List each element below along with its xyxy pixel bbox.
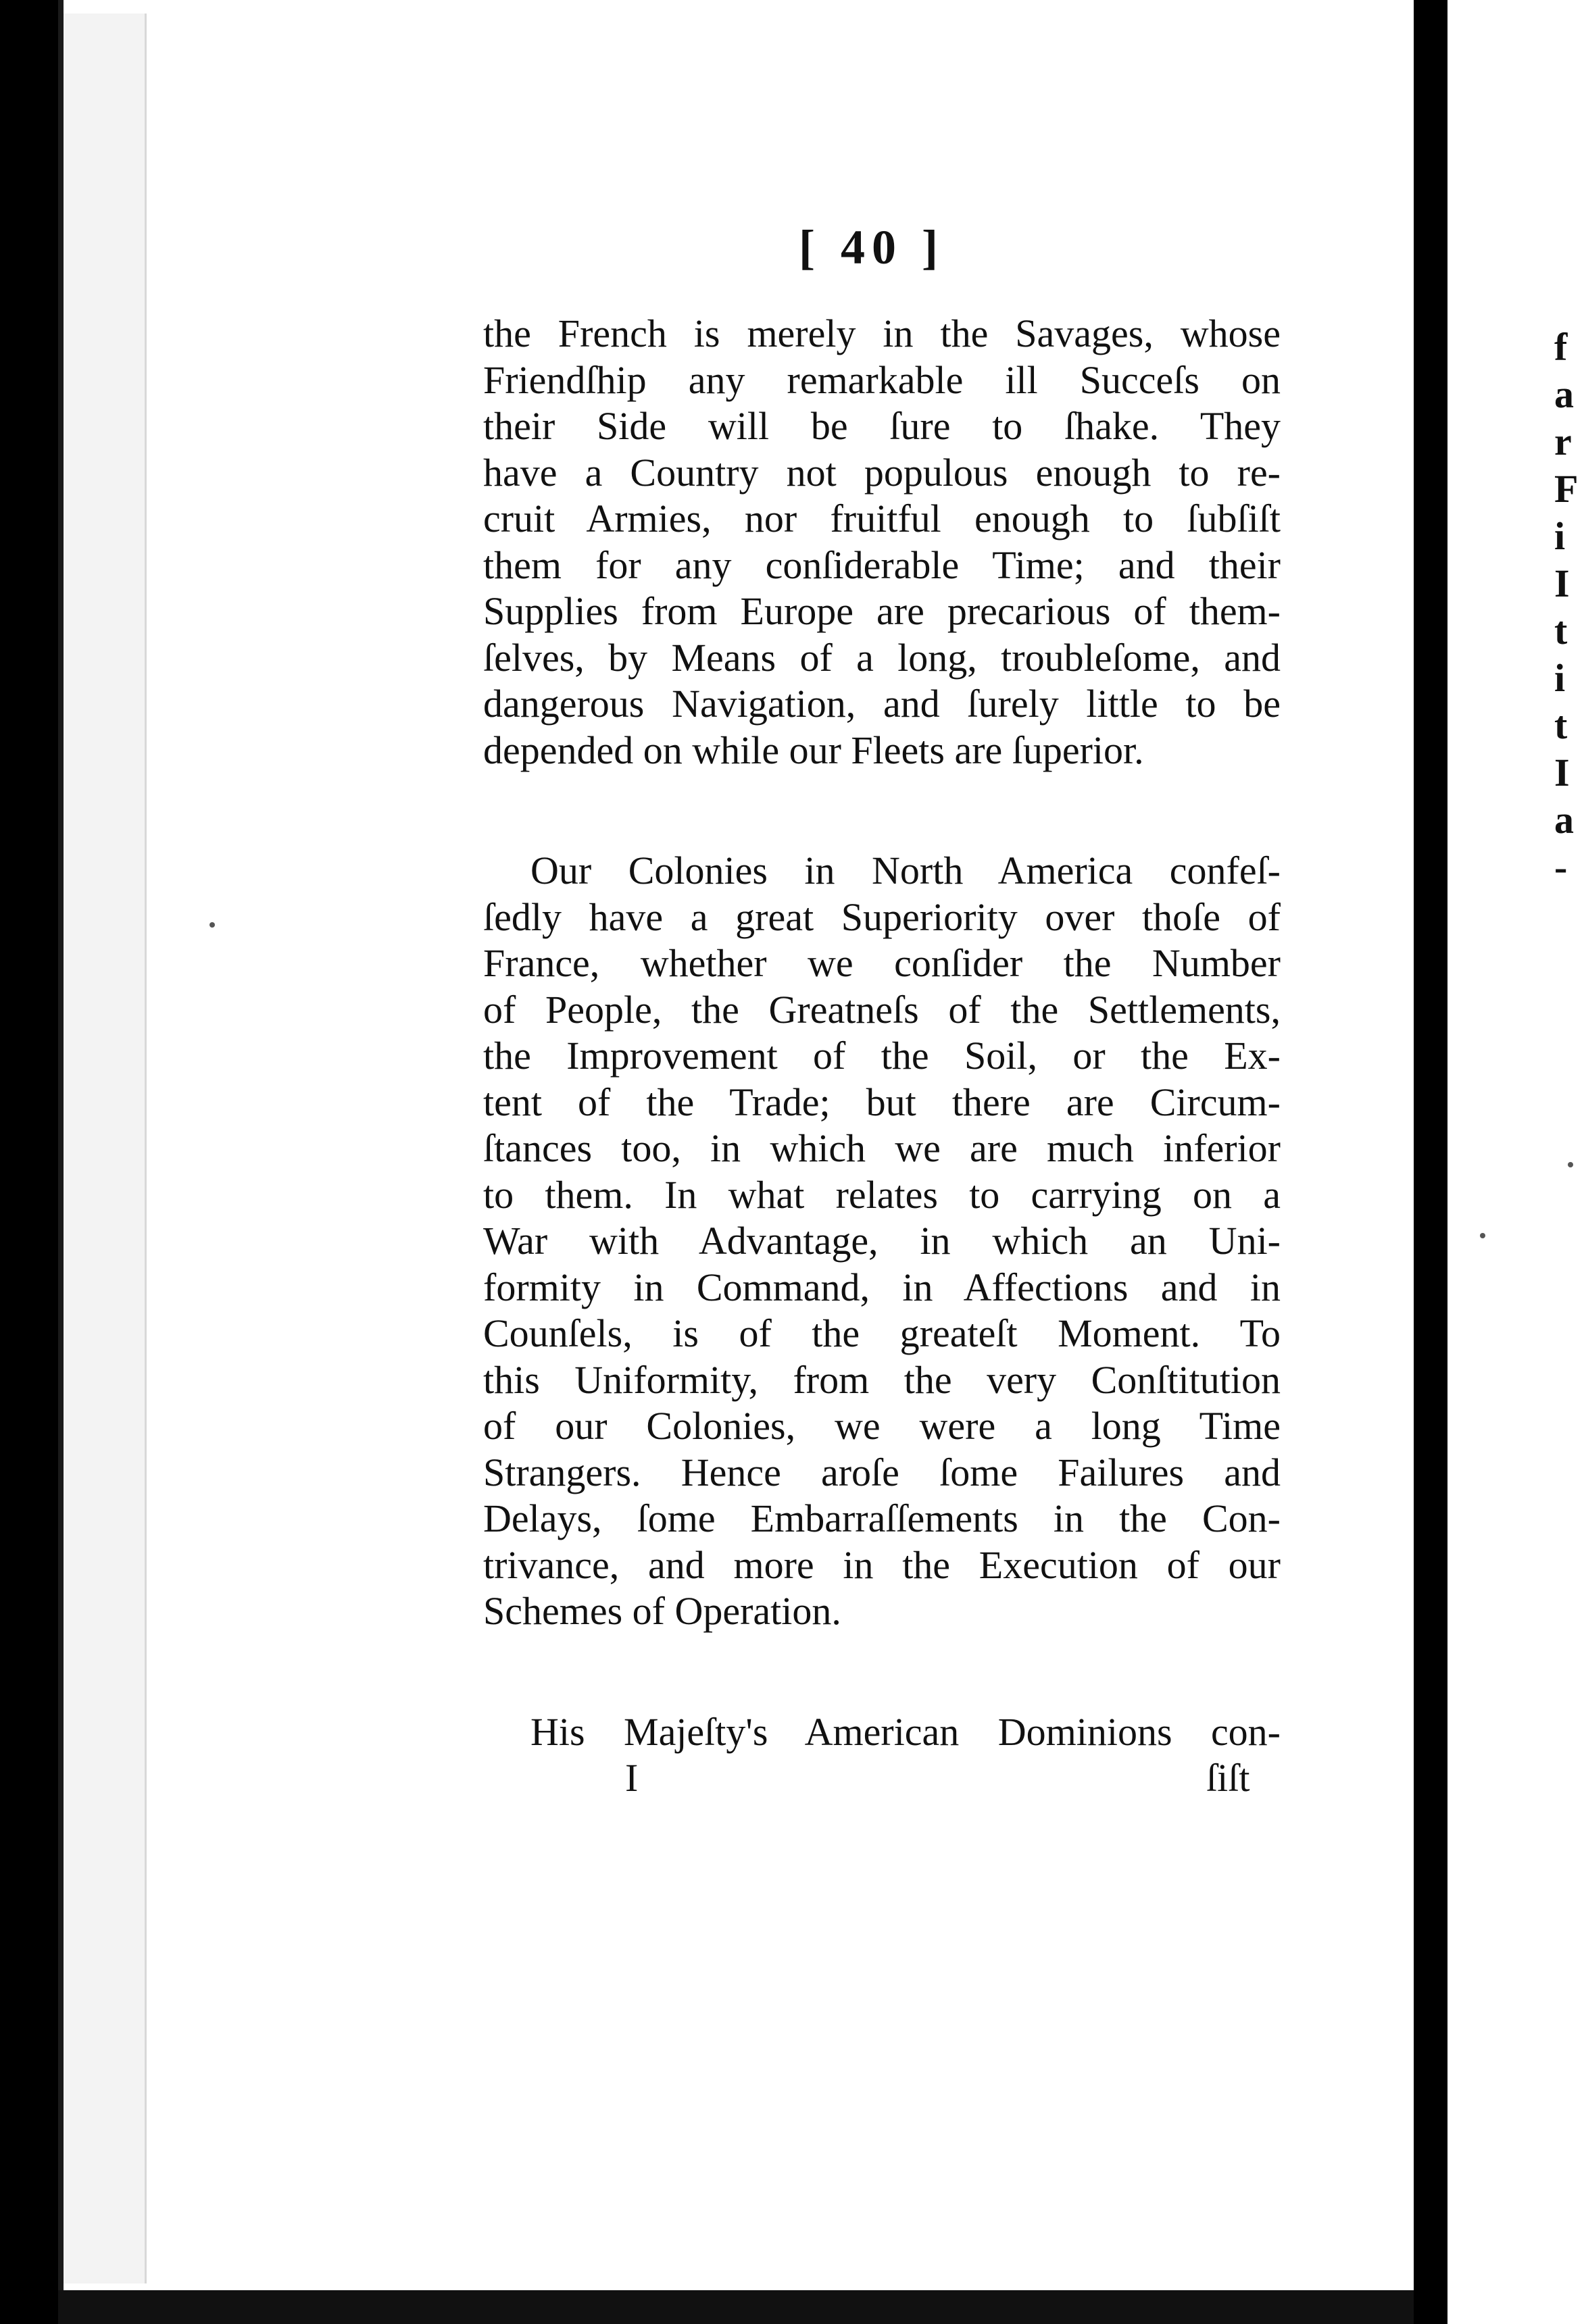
facing-page-letter: i xyxy=(1554,514,1566,558)
text-line: Strangers. Hence aroſe ſome Failures and xyxy=(483,1450,1281,1494)
page-edge xyxy=(64,14,147,2283)
text-line: this Uniformity, from the very Conſtitution xyxy=(483,1357,1281,1402)
text-line: the Improvement of the Soil, or the Ex- xyxy=(483,1034,1281,1078)
facing-page-letter: t xyxy=(1554,609,1568,653)
text-line: their Side will be ſure to ſhake. They xyxy=(483,404,1281,448)
text-line: Schemes of Operation. xyxy=(483,1589,841,1633)
text-line: France, whether we conſider the Number xyxy=(483,941,1281,985)
facing-page-letter: a xyxy=(1554,798,1574,842)
text-line: formity in Command, in Affections and in xyxy=(483,1265,1281,1309)
text-line: ſtances too, in which we are much inferior xyxy=(483,1126,1281,1170)
text-line: of People, the Greatneſs of the Settlements, xyxy=(483,987,1281,1032)
text-line: them for any conſiderable Time; and their xyxy=(483,542,1281,587)
facing-page-letter: F xyxy=(1554,467,1579,511)
facing-page-letter: r xyxy=(1554,420,1572,463)
text-line: the French is merely in the Savages, whose xyxy=(483,311,1281,355)
text-line: Supplies from Europe are precarious of them- xyxy=(483,589,1281,633)
body-text xyxy=(483,311,1281,1755)
text-line: cruit Armies, nor fruitful enough to ſubſiſt xyxy=(483,497,1281,540)
text-line: Friendſhip any remarkable ill Succeſs on xyxy=(483,357,1281,402)
facing-page-letter: I xyxy=(1554,561,1570,605)
paper-speck xyxy=(209,922,215,928)
text-line: of our Colonies, we were a long Time xyxy=(483,1404,1281,1448)
paragraph-1 xyxy=(483,311,1281,774)
text-line: depended on while our Fleets are ſuperior. xyxy=(483,728,1144,772)
text-line: trivance, and more in the Execution of our xyxy=(483,1542,1281,1587)
text-line: tent of the Trade; but there are Circum- xyxy=(483,1080,1281,1124)
paragraph-3 xyxy=(483,1709,1281,1756)
facing-page-letter: a xyxy=(1554,372,1574,416)
text-line: ſelves, by Means of a long, troubleſome, and xyxy=(483,635,1281,680)
facing-page-letter: t xyxy=(1554,703,1568,747)
paper-speck xyxy=(1480,1233,1485,1238)
paper-speck xyxy=(1568,1162,1573,1167)
text-line: Delays, ſome Embarraſſements in the Con- xyxy=(483,1496,1281,1540)
catchword: ſiſt xyxy=(1206,1756,1250,1800)
facing-page-letter: - xyxy=(1554,845,1568,889)
signature-mark: I xyxy=(625,1756,639,1800)
page-number: [ 40 ] xyxy=(799,220,945,274)
text-line: Our Colonies in North America confeſ- xyxy=(530,849,1281,892)
text-line: dangerous Navigation, and ſurely little to be xyxy=(483,682,1281,726)
facing-page-letter: i xyxy=(1554,656,1566,700)
bottom-shadow xyxy=(58,2290,1414,2324)
facing-page-letter: I xyxy=(1554,751,1570,794)
text-line: His Majeſty's American Dominions con- xyxy=(530,1709,1281,1754)
book-gutter xyxy=(1414,0,1447,2324)
facing-page-letter: f xyxy=(1554,325,1568,369)
text-line: ſedly have a great Superiority over thoſe of xyxy=(483,894,1281,939)
text-line: have a Country not populous enough to re- xyxy=(483,450,1281,495)
text-line: War with Advantage, in which an Uni- xyxy=(483,1219,1281,1263)
text-line: Counſels, is of the greateſt Moment. To xyxy=(483,1311,1281,1355)
paragraph-2 xyxy=(483,848,1281,1635)
text-line: to them. In what relates to carrying on a xyxy=(483,1172,1281,1217)
